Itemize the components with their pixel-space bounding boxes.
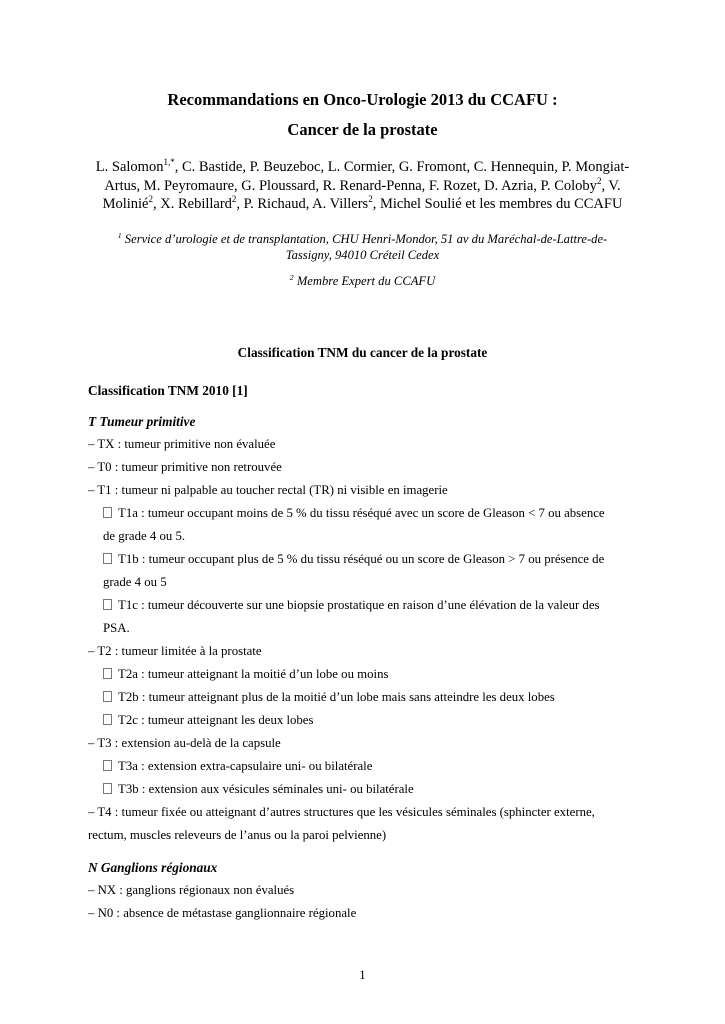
list-item (103, 667, 388, 682)
list-item-text: T2c : tumeur atteignant les deux lobes (118, 713, 314, 727)
affiliation-text: Service d’urologie et de transplantation, CHU Henri-Mondor, 51 av du Maréchal-de-Lattre-de-Tassigny, 94010 Créteil Cedex (121, 232, 608, 262)
document-title-line-1: Recommandations en Onco-Urologie 2013 du CCAFU : (167, 90, 558, 109)
list-item-continuation: grade 4 ou 5 (103, 575, 167, 589)
list-item-text: T3b : extension aux vésicules séminales uni- ou bilatérale (118, 782, 414, 796)
list-item (103, 506, 605, 521)
list-item: – TX : tumeur primitive non évaluée (88, 437, 276, 451)
section-title: Classification TNM du cancer de la prostate (237, 345, 488, 360)
list-item-continuation: PSA. (103, 621, 130, 635)
affiliation-2 (95, 273, 630, 289)
list-item-text: T1c : tumeur découverte sur une biopsie prostatique en raison d’une élévation de la valeur des (118, 598, 600, 612)
list-item: – T4 : tumeur fixée ou atteignant d’autres structures que les vésicules séminales (sphincter externe, (88, 805, 595, 819)
list-item-text: T2a : tumeur atteignant la moitié d’un lobe ou moins (118, 667, 389, 681)
list-item: – N0 : absence de métastase ganglionnaire régionale (88, 906, 357, 920)
author-list (88, 158, 637, 214)
list-item-text: T2b : tumeur atteignant plus de la moitié d’un lobe mais sans atteindre les deux lobes (118, 690, 555, 704)
affiliation-superscript: 2 (289, 272, 294, 282)
bullet-box-icon (103, 783, 112, 794)
author-text: , P. Richaud, A. Villers (236, 196, 369, 212)
bullet-box-icon (103, 668, 112, 679)
bullet-box-icon (103, 691, 112, 702)
author-text: , V. Molinié (102, 177, 621, 212)
author-text: , X. Rebillard (152, 196, 232, 212)
affiliation-superscript: 1 (117, 230, 122, 240)
author-text: , C. Bastide, P. Beuzeboc, L. Cormier, G. Fromont, C. Hennequin, P. Mongiat-Artus, M. Peyromaure, G. Ploussard, R. Renard-Penna, F. Rozet, D. Azria, P. Coloby (104, 159, 630, 194)
list-item-continuation: de grade 4 ou 5. (103, 529, 186, 543)
list-item-text: T1a : tumeur occupant moins de 5 % du tissu réséqué avec un score de Gleason < 7 ou absence (118, 506, 605, 520)
list-item: – T3 : extension au-delà de la capsule (88, 736, 281, 750)
author-superscript: 2 (148, 194, 153, 205)
t-group-heading: T Tumeur primitive (88, 414, 196, 429)
document-title-line-2: Cancer de la prostate (287, 120, 438, 139)
list-item (103, 690, 555, 705)
n-group-heading: N Ganglions régionaux (88, 860, 218, 875)
affiliation-text: Membre Expert du CCAFU (293, 274, 436, 288)
author-superscript: 2 (231, 194, 237, 205)
bullet-box-icon (103, 714, 112, 725)
list-item-text: T3a : extension extra-capsulaire uni- ou bilatérale (118, 759, 373, 773)
list-item (103, 598, 600, 613)
list-item: – T0 : tumeur primitive non retrouvée (88, 460, 282, 474)
author-text: L. Salomon (95, 159, 164, 175)
bullet-box-icon (103, 599, 112, 610)
list-item: – NX : ganglions régionaux non évalués (88, 883, 295, 897)
list-item: – T2 : tumeur limitée à la prostate (88, 644, 262, 658)
list-item-text: T1b : tumeur occupant plus de 5 % du tissu réséqué ou un score de Gleason > 7 ou présence de (118, 552, 605, 566)
author-superscript: 1,* (163, 157, 175, 168)
author-superscript: 2 (596, 175, 602, 186)
list-item (103, 552, 604, 567)
bullet-box-icon (103, 507, 112, 518)
page-number: 1 (359, 968, 366, 982)
author-superscript: 2 (368, 194, 373, 205)
list-item (103, 713, 313, 728)
subsection-title: Classification TNM 2010 [1] (88, 383, 248, 398)
list-item (103, 782, 414, 797)
list-item-continuation: rectum, muscles releveurs de l’anus ou la paroi pelvienne) (88, 828, 387, 842)
list-item: – T1 : tumeur ni palpable au toucher rectal (TR) ni visible en imagerie (88, 483, 448, 497)
bullet-box-icon (103, 760, 112, 771)
list-item (103, 759, 372, 774)
author-text: , Michel Soulié et les membres du CCAFU (372, 196, 623, 212)
bullet-box-icon (103, 553, 112, 564)
affiliation-1 (95, 231, 630, 263)
